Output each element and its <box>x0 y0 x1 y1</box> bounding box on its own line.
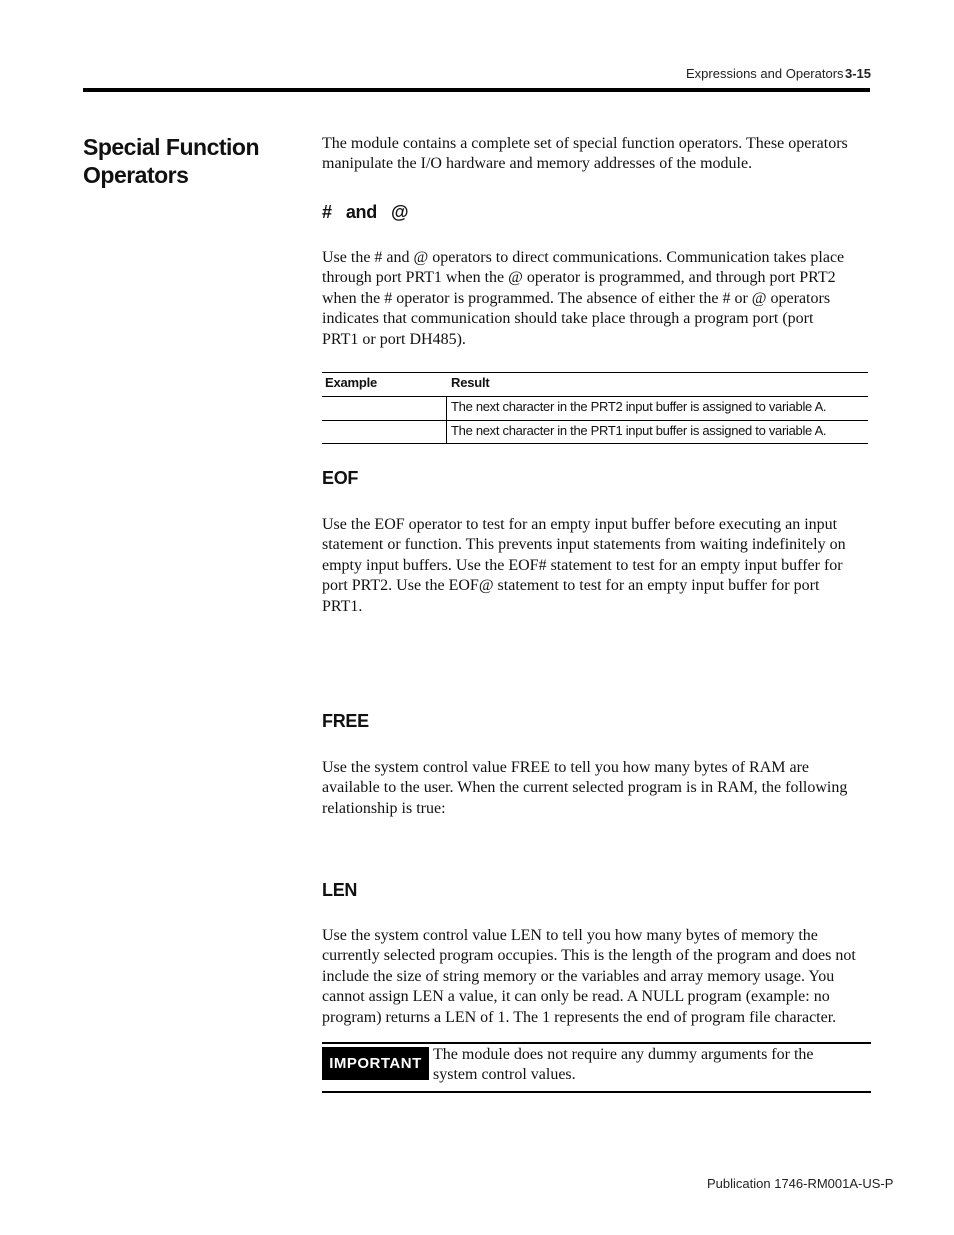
paragraph-line: Use the system control value FREE to tell you how many bytes of RAM are <box>322 759 810 776</box>
paragraph-line: relationship is true: <box>322 799 446 817</box>
footer-publication: Publication 1746-RM001A-US-P <box>707 1176 894 1191</box>
important-text <box>433 1045 873 1086</box>
intro-line: manipulate the I/O hardware and memory addresses of the module. <box>322 155 753 173</box>
table-column-divider <box>446 396 447 444</box>
eof-paragraph <box>322 515 882 617</box>
table-bottom-rule <box>322 443 868 444</box>
table-header-result: Result <box>451 375 490 390</box>
important-bottom-rule <box>322 1091 871 1093</box>
paragraph-line: empty input buffers. Use the EOF# statement to test for an empty input buffer for <box>322 556 843 574</box>
paragraph-line: port PRT2. Use the EOF@ statement to test for an empty input buffer for port <box>322 577 820 595</box>
paragraph-line: PRT1 or port DH485). <box>322 330 466 348</box>
important-label: IMPORTANT <box>322 1047 429 1080</box>
table-header-rule <box>322 396 868 397</box>
paragraph-line: cannot assign LEN a value, it can only be read. A NULL program (example: no <box>322 988 830 1006</box>
important-line: system control values. <box>433 1066 576 1084</box>
intro-paragraph <box>322 134 882 175</box>
table-cell-result: The next character in the PRT1 input buffer is assigned to variable A. <box>451 423 827 438</box>
running-header-page-number: 3-15 <box>845 66 872 81</box>
paragraph-line: indicates that communication should take place through a program port (port <box>322 310 814 328</box>
section-title-line1: Special Function <box>83 134 260 160</box>
running-header-chapter: Expressions and Operators <box>686 66 844 81</box>
hash-at-heading: # and @ <box>322 202 409 222</box>
paragraph-line: include the size of string memory or the variables and array memory usage. You <box>322 967 835 985</box>
intro-line: The module contains a complete set of special function operators. These operators <box>322 135 848 152</box>
hash-at-paragraph <box>322 248 882 350</box>
table-row-rule <box>322 420 868 421</box>
important-top-rule <box>322 1042 871 1044</box>
table-top-rule <box>322 372 868 373</box>
example-result-table <box>322 372 868 444</box>
header-rule <box>83 88 870 92</box>
len-heading: LEN <box>322 880 358 900</box>
paragraph-line: available to the user. When the current selected program is in RAM, the following <box>322 779 848 797</box>
paragraph-line: through port PRT1 when the @ operator is programmed, and through port PRT2 <box>322 269 836 287</box>
section-title <box>83 133 259 189</box>
paragraph-line: currently selected program occupies. This is the length of the program and does not <box>322 947 856 965</box>
section-title-line2: Operators <box>83 162 189 188</box>
free-paragraph <box>322 758 882 819</box>
free-heading: FREE <box>322 711 369 731</box>
important-line: The module does not require any dummy arguments for the <box>433 1046 814 1063</box>
paragraph-line: statement or function. This prevents input statements from waiting indefinitely on <box>322 536 846 554</box>
paragraph-line: Use the system control value LEN to tell you how many bytes of memory the <box>322 927 818 944</box>
paragraph-line: PRT1. <box>322 597 363 615</box>
table-header-example: Example <box>325 375 378 390</box>
paragraph-line: when the # operator is programmed. The absence of either the # or @ operators <box>322 289 831 307</box>
paragraph-line: Use the # and @ operators to direct communications. Communication takes place <box>322 249 845 266</box>
eof-heading: EOF <box>322 468 359 488</box>
paragraph-line: program) returns a LEN of 1. The 1 represents the end of program file character. <box>322 1008 837 1026</box>
paragraph-line: Use the EOF operator to test for an empty input buffer before executing an input <box>322 516 838 533</box>
len-paragraph <box>322 926 882 1028</box>
table-cell-result: The next character in the PRT2 input buffer is assigned to variable A. <box>451 399 827 414</box>
